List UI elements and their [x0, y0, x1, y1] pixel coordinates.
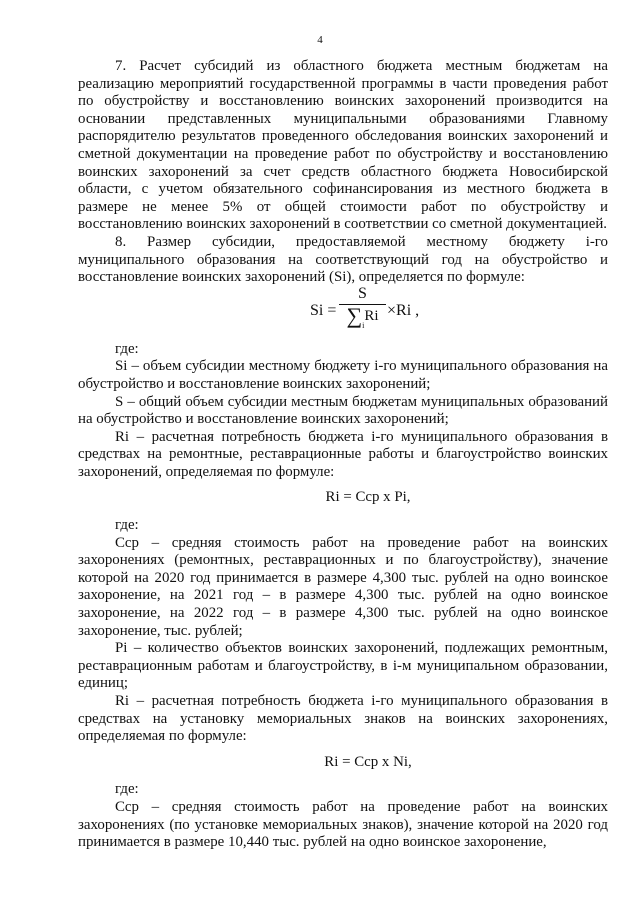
formula-ri-pi: Ri = Cср x Pi, [325, 489, 411, 506]
where-label: где: [115, 340, 139, 357]
where-label: где: [115, 517, 139, 534]
paragraph-8: 8. Размер субсидии, предоставляемой местному бюджету i-го муниципального образования на соответствующий год на обустройство и восстановление воинских захоронений (Si), определяется по формуле: [78, 233, 608, 286]
definition-ri-memorial: Ri – расчетная потребность бюджета i-го муниципального образования в средствах на установку мемориальных знаков на воинских захоронениях, определяемая по формуле: [78, 693, 608, 745]
formula-ri-ni: Ri = Cср x Ni, [324, 753, 412, 770]
definition-si: Si – объем субсидии местному бюджету i-го муниципального образования на обустройство и восстановление воинских захоронений; [78, 358, 608, 392]
page-number: 4 [317, 34, 323, 46]
definition-ri: Ri – расчетная потребность бюджета i-го муниципального образования в средствах на ремонтные, реставрационные работы и благоустройство воинских захоронений, определяемая по формуле: [78, 428, 608, 480]
definition-pi: Pi – количество объектов воинских захоронений, подлежащих ремонтным, реставрационным работам и благоустройству, в i-м муниципальном образовании, единиц; [78, 640, 608, 692]
formula-si-fraction [339, 285, 386, 337]
definition-ccp-memorial: Cср – средняя стоимость работ на проведение работ на воинских захоронениях (по установке мемориальных знаков), значение которой на 2020 год принимается в размере 10,440 тыс. рублей на одно воинское захоронение, [78, 798, 608, 851]
formula-si [78, 284, 608, 341]
definition-ccp: Cср – средняя стоимость работ на проведение работ на воинских захоронениях (ремонтных, реставрационных и по благоустройству), значение которой на 2020 год принимается в размере 4,300 тыс. рублей на одно воинское захоронение, на 2021 год – в размере 4,300 тыс. рублей на одно воинское захоронение, на 2022 год – в размере 4,300 тыс. рублей на одно воинское захоронение, тыс. рублей; [78, 534, 608, 639]
formula-si-rhs: ×Ri , [387, 301, 420, 319]
formula-si-numerator: S [358, 284, 367, 302]
document-body [78, 58, 608, 852]
formula-si-denominator [339, 302, 386, 337]
sum-index: i [362, 320, 365, 330]
paragraph-7: 7. Расчет субсидий из областного бюджета местным бюджетам на реализацию мероприятий государственной программы в части проведения работ по обустройству и восстановлению воинских захоронений производится на основании представленных муниципальными образованиями Главному распорядителю результатов проведенного обследования воинских захоронений и сметной документации на проведение работ по обустройству и восстановлению воинских захоронений за счет средств областного бюджета Новосибирской области, с учетом обязательного софинансирования из местного бюджета в размере не менее 5% от общей стоимости работ по обустройству и восстановлению воинских захоронений в соответствии со сметной документацией. [78, 58, 608, 233]
formula-si-lhs: Si = [310, 301, 337, 319]
sum-variable: Ri [364, 307, 379, 324]
sum-symbol: ∑ [346, 302, 363, 328]
where-label: где: [115, 781, 139, 798]
definition-s: S – общий объем субсидии местным бюджетам муниципальных образований на обустройство и восстановление воинских захоронений; [78, 393, 608, 428]
